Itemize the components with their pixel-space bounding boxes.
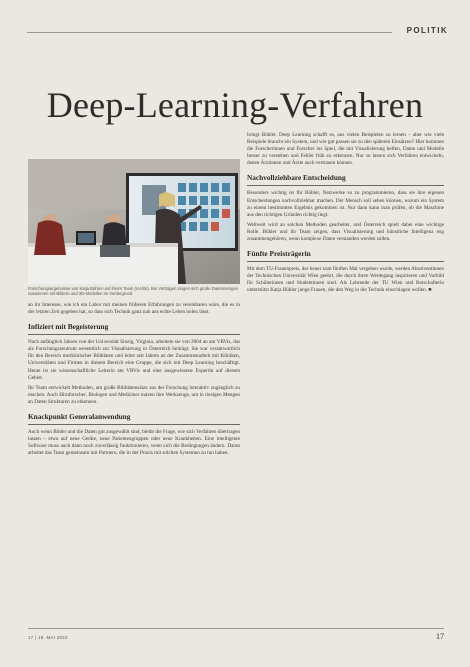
paragraph-text: Mit dem TU-Frauenpreis, der heuer zum fünften Mal vergeben wurde, werden Absolventinnen der Technischen Universität Wien geehrt, die durch ihren Werdegang inspirieren und Vorbild für Schülerinnen und Studentinnen sind. Als Lehrende der TU Wien und Botschafterin unterstützt Katja Bühler junge Frauen, die den Weg in die Technik einschlagen wollen. (247, 266, 444, 294)
paragraph (247, 266, 444, 294)
subheading-2: Knackpunkt Generalanwendung (28, 412, 240, 425)
header-rule (27, 32, 392, 33)
subheading-1: Infiziert mit Begeisterung (28, 322, 240, 335)
end-mark-icon: ■ (428, 287, 432, 294)
paragraph: bringt Bühler. Deep Learning schafft es, aus vielen Beispielen zu lernen – aber wie viele Beispiele braucht ein System, und wie gut passen sie zu den späteren Einsätzen? Hier kommen die Forscherinnen und Forscher ins Spiel, die mit Visualisierung helfen, Daten und Modelle besser zu verstehen und Fehler früh zu erkennen. Nur so lassen sich Verfahren entwickeln, denen Ärztinnen und Ärzte auch vertrauen können. (247, 132, 444, 167)
page-header (0, 26, 470, 40)
intro-paragraph: an ihr Interesse, wie ich ein Labor mit meinen früheren Erfahrungen zu vereinbaren wäre, die es in der letzten Zeit gegeben hat, so dass sich Technik ganz nah ans echte Leben holen lässt. (28, 302, 240, 316)
page-number: 17 (436, 632, 444, 641)
paragraph: Auch wenn Bilder und die Daten gut ausgewählt sind, bleibt die Frage, wie sich Verfahren übertragen lassen – etwa auf neue Geräte, neue Patientengruppen oder neue Krankheiten. Eine intelligente Software muss auch dann noch zuverlässig funktionieren, wenn sich die Bedingungen ändern. Daran arbeitet das Team gemeinsam mit Partnern, die in der Praxis mit solchen Systemen zu tun haben. (28, 429, 240, 457)
paragraph: Ihr Team entwickelt Methoden, um große Bilddatensätze aus der Forschung interaktiv zugänglich zu machen. Auch Hirnforscher, Biologen und Mediziner nutzen ihre Werkzeuge, um in riesigen Mengen an Daten Strukturen zu erkennen. (28, 384, 240, 405)
right-column (247, 132, 444, 298)
subheading-4: Fünfte Preisträgerin (247, 249, 444, 262)
issue-info: 17 | 18. MAI 2023 (28, 635, 68, 640)
page-footer (28, 628, 444, 645)
section-label: POLITIK (406, 26, 448, 35)
article-title: Deep-Learning-Verfahren (46, 85, 424, 125)
subheading-3: Nachvollziehbare Entscheidung (247, 173, 444, 186)
left-column (28, 302, 240, 460)
paragraph: Nach anfänglich Jahren von der Universität Sinzig, Virginia, arbeitete sie von 2004 an am VRVis, das als Forschungszentrum wesentlich zur Visualisierung in Österreich beiträgt. Sie war verantwortlich für den Bereich medizinischer Bilddaten und leitet seit Jahren an der Zusammenarbeit mit Kliniken, Universitäten und Firmen in diesem Bereich eine Gruppe, die sich mit Deep Learning beschäftigt. Heute ist sie wissenschaftliche Leiterin am VRVis und eine ausgewiesene Expertin auf diesem Gebiet. (28, 339, 240, 381)
photo-caption: Forschungsergebnisse von Katja Bühler und ihrem Team (rechts). Bei Vorträgen zeigen sich große Datenmengen zusammen mit Bildern und 3D-Modellen im Vordergrund (28, 286, 239, 297)
article-photo (28, 159, 240, 284)
paragraph: Weltweit wird an solchen Methoden gearbeitet, und Österreich spielt dabei eine wichtige Rolle. Bühler und ihr Team zeigen, dass Visualisierung und künstliche Intelligenz eng zusammengehören, wenn komplexe Daten verstanden werden sollen. (247, 221, 444, 243)
paragraph: Besonders wichtig ist für Bühler, Netzwerke so zu programmieren, dass sie ihre eigenen Entscheidungen nachvollziehbar machen. Der Mensch soll sehen können, warum ein System zu einem bestimmten Ergebnis gekommen ist. Nur dann kann man prüfen, ob die Maschine aus den richtigen Gründen richtig liegt. (247, 190, 444, 218)
